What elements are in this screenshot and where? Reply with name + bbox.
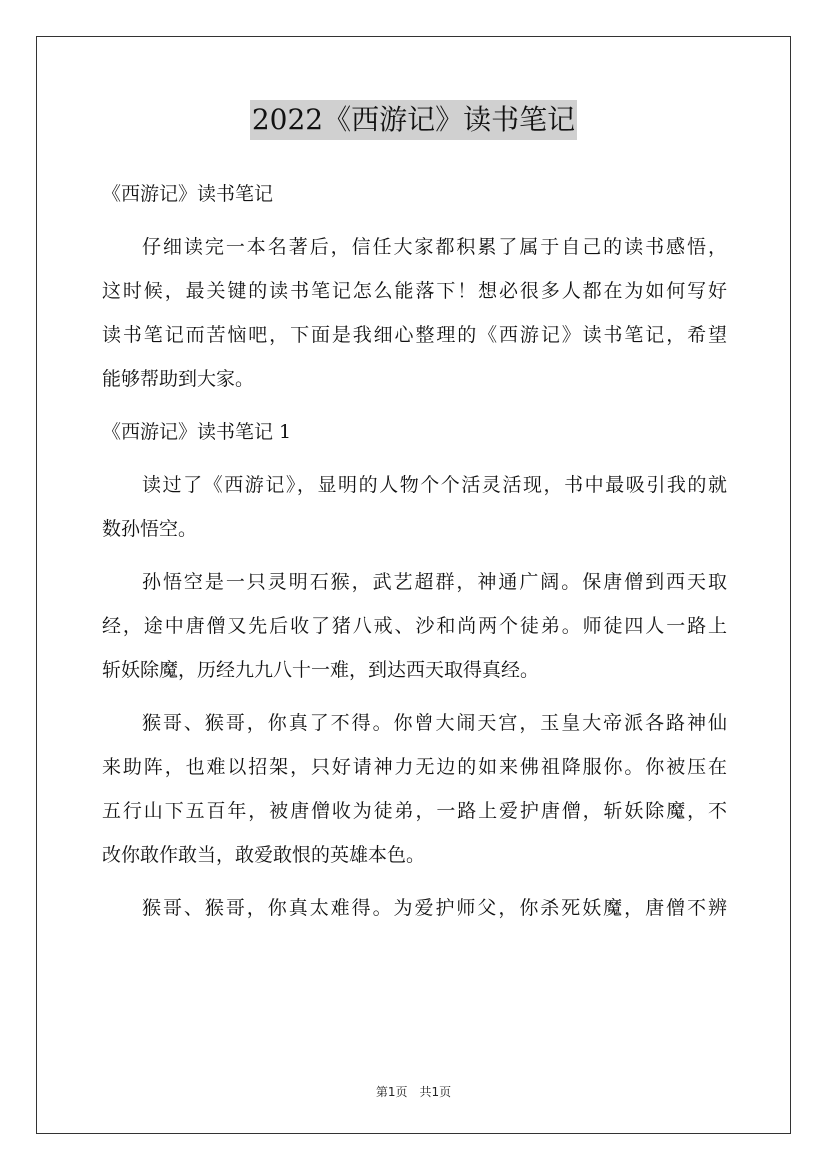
paragraph-2: [102, 560, 727, 692]
paragraph-line: 这时候，最关键的读书笔记怎么能落下！想必很多人都在为如何写好: [102, 280, 727, 302]
paragraph-intro: [102, 225, 727, 401]
paragraph-4: [102, 886, 727, 930]
title-container: [0, 100, 827, 140]
paragraph-line: 读书笔记而苦恼吧，下面是我细心整理的《西游记》读书笔记，希望: [102, 324, 727, 346]
document-body: [102, 172, 727, 930]
paragraph-line: 仔细读完一本名著后，信任大家都积累了属于自己的读书感悟，: [142, 236, 727, 258]
paragraph-line: 斩妖除魔，历经九九八十一难，到达西天取得真经。: [102, 659, 540, 681]
paragraph-line: 来助阵，也难以招架，只好请神力无边的如来佛祖降服你。你被压在: [102, 756, 727, 778]
page-footer: [0, 1083, 827, 1100]
paragraph-line: 五行山下五百年，被唐僧收为徒弟，一路上爱护唐僧，斩妖除魔，不: [102, 800, 727, 822]
paragraph-line: 数孙悟空。: [102, 518, 198, 540]
section-heading-intro: 《西游记》读书笔记: [102, 183, 274, 205]
paragraph-line: 读过了《西游记》，显明的人物个个活灵活现，书中最吸引我的就: [142, 474, 727, 496]
paragraph-line: 孙悟空是一只灵明石猴，武艺超群，神通广阔。保唐僧到西天取: [142, 571, 727, 593]
paragraph-line: 经，途中唐僧又先后收了猪八戒、沙和尚两个徒弟。师徒四人一路上: [102, 615, 727, 637]
paragraph-line: 猴哥、猴哥，你真太难得。为爱护师父，你杀死妖魔，唐僧不辨: [142, 897, 727, 919]
paragraph-1: [102, 463, 727, 551]
paragraph-line: 改你敢作敢当，敢爱敢恨的英雄本色。: [102, 844, 426, 866]
document-title: 2022《西游记》读书笔记: [250, 100, 577, 140]
paragraph-line: 能够帮助到大家。: [102, 368, 255, 390]
paragraph-3: [102, 701, 727, 877]
section-heading-1: 《西游记》读书笔记 1: [102, 421, 292, 443]
paragraph-line: 猴哥、猴哥，你真了不得。你曾大闹天宫，玉皇大帝派各路神仙: [142, 712, 727, 734]
page-number-label: 第1页 共1页: [375, 1085, 452, 1099]
